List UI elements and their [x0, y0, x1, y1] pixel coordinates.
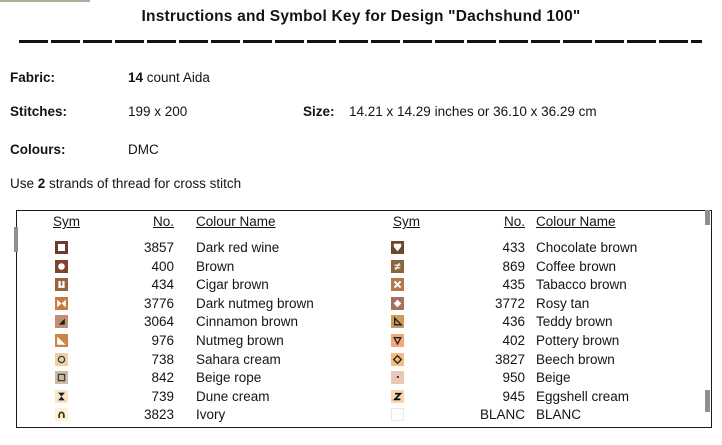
colour-name: Cigar brown [196, 277, 269, 293]
thread-number: 950 [502, 370, 525, 386]
fabric-row [0, 70, 722, 86]
thread-number: 842 [151, 370, 174, 386]
stitches-value: 199 x 200 [128, 104, 188, 119]
colour-name: Chocolate brown [536, 240, 638, 255]
key-row-3772 [17, 295, 711, 314]
key-row-402 [17, 332, 711, 351]
header-sym-left: Sym [53, 214, 80, 229]
symbol-swatch-435 [391, 278, 404, 291]
thread-number: 434 [151, 277, 174, 293]
fabric-label: Fabric: [10, 70, 56, 85]
thread-number: 3827 [494, 351, 525, 367]
thread-number: 435 [502, 277, 525, 293]
fabric-value: 14 count Aida [128, 70, 210, 85]
symbol-swatch-402 [391, 334, 404, 347]
key-row-869 [17, 258, 711, 277]
header-no-right: No. [503, 214, 525, 229]
colours-label: Colours: [10, 142, 66, 157]
thread-number: 3776 [143, 295, 174, 311]
colour-name: Nutmeg brown [196, 333, 284, 348]
title-divider-rule [16, 39, 706, 44]
thread-number: 3772 [494, 295, 525, 311]
symbol-swatch-BLANC [391, 408, 404, 421]
symbol-swatch-433 [391, 241, 404, 254]
header-name-right: Colour Name [536, 214, 616, 229]
key-row-BLANC [17, 406, 711, 425]
header-name-left: Colour Name [196, 214, 276, 229]
colours-value: DMC [128, 142, 159, 157]
colour-name: Beige [536, 370, 571, 386]
scrollbar-fragment-right-top[interactable] [705, 210, 710, 225]
scrollbar-fragment-right-bottom[interactable] [705, 390, 710, 412]
colour-name: Sahara cream [196, 351, 281, 367]
thread-number: 433 [502, 240, 525, 255]
scrollbar-fragment-bottom[interactable] [0, 0, 90, 2]
colour-name: Eggshell cream [536, 388, 630, 404]
thread-number: 738 [151, 351, 174, 367]
key-row-950 [17, 369, 711, 388]
key-row-436 [17, 313, 711, 332]
thread-number: 3064 [143, 314, 174, 330]
strands-note: Use 2 strands of thread for cross stitch [10, 176, 242, 191]
thread-number: 436 [502, 314, 525, 330]
thread-number: 3823 [143, 407, 174, 423]
symbol-swatch-950 [391, 371, 404, 384]
colour-name: Beech brown [536, 351, 615, 367]
page-title: Instructions and Symbol Key for Design "Dachshund 100" [141, 8, 581, 25]
symbol-swatch-436 [391, 315, 404, 328]
thread-number: 739 [151, 388, 174, 404]
colour-name: Dark red wine [196, 240, 280, 255]
symbol-key-table [16, 210, 712, 428]
colour-name: Beige rope [196, 370, 262, 386]
thread-number: 3857 [143, 240, 174, 255]
stitches-row [0, 104, 722, 120]
colour-name: Pottery brown [536, 333, 620, 348]
thread-number: 400 [151, 258, 174, 274]
colour-name: Tabacco brown [536, 277, 627, 293]
thread-number: 945 [502, 388, 525, 404]
colour-name: Dark nutmeg brown [196, 295, 314, 311]
stitches-label: Stitches: [10, 104, 68, 119]
thread-number: 976 [151, 333, 174, 348]
key-row-435 [17, 276, 711, 295]
scrollbar-fragment-left[interactable] [14, 227, 18, 252]
colour-name: Rosy tan [536, 295, 590, 311]
header-no-left: No. [152, 214, 174, 229]
symbol-swatch-3772 [391, 297, 404, 310]
colour-name: BLANC [536, 407, 582, 423]
key-row-3827 [17, 351, 711, 370]
key-row-945 [17, 388, 711, 407]
colour-name: Coffee brown [536, 258, 617, 274]
colour-name: Dune cream [196, 388, 270, 404]
symbol-swatch-945 [391, 390, 404, 403]
size-value: 14.21 x 14.29 inches or 36.10 x 36.29 cm [349, 104, 597, 119]
colour-name: Brown [196, 258, 235, 274]
key-row-433 [17, 239, 711, 258]
symbol-swatch-869 [391, 260, 404, 273]
symbol-swatch-3827 [391, 353, 404, 366]
colour-name: Ivory [196, 407, 226, 423]
colour-name: Teddy brown [536, 314, 613, 330]
size-label: Size: [303, 104, 335, 119]
thread-number: 869 [502, 258, 525, 274]
colour-name: Cinnamon brown [196, 314, 299, 330]
colours-row [0, 142, 722, 158]
header-sym-right: Sym [393, 214, 420, 229]
thread-number: BLANC [479, 407, 525, 423]
thread-number: 402 [502, 333, 525, 348]
